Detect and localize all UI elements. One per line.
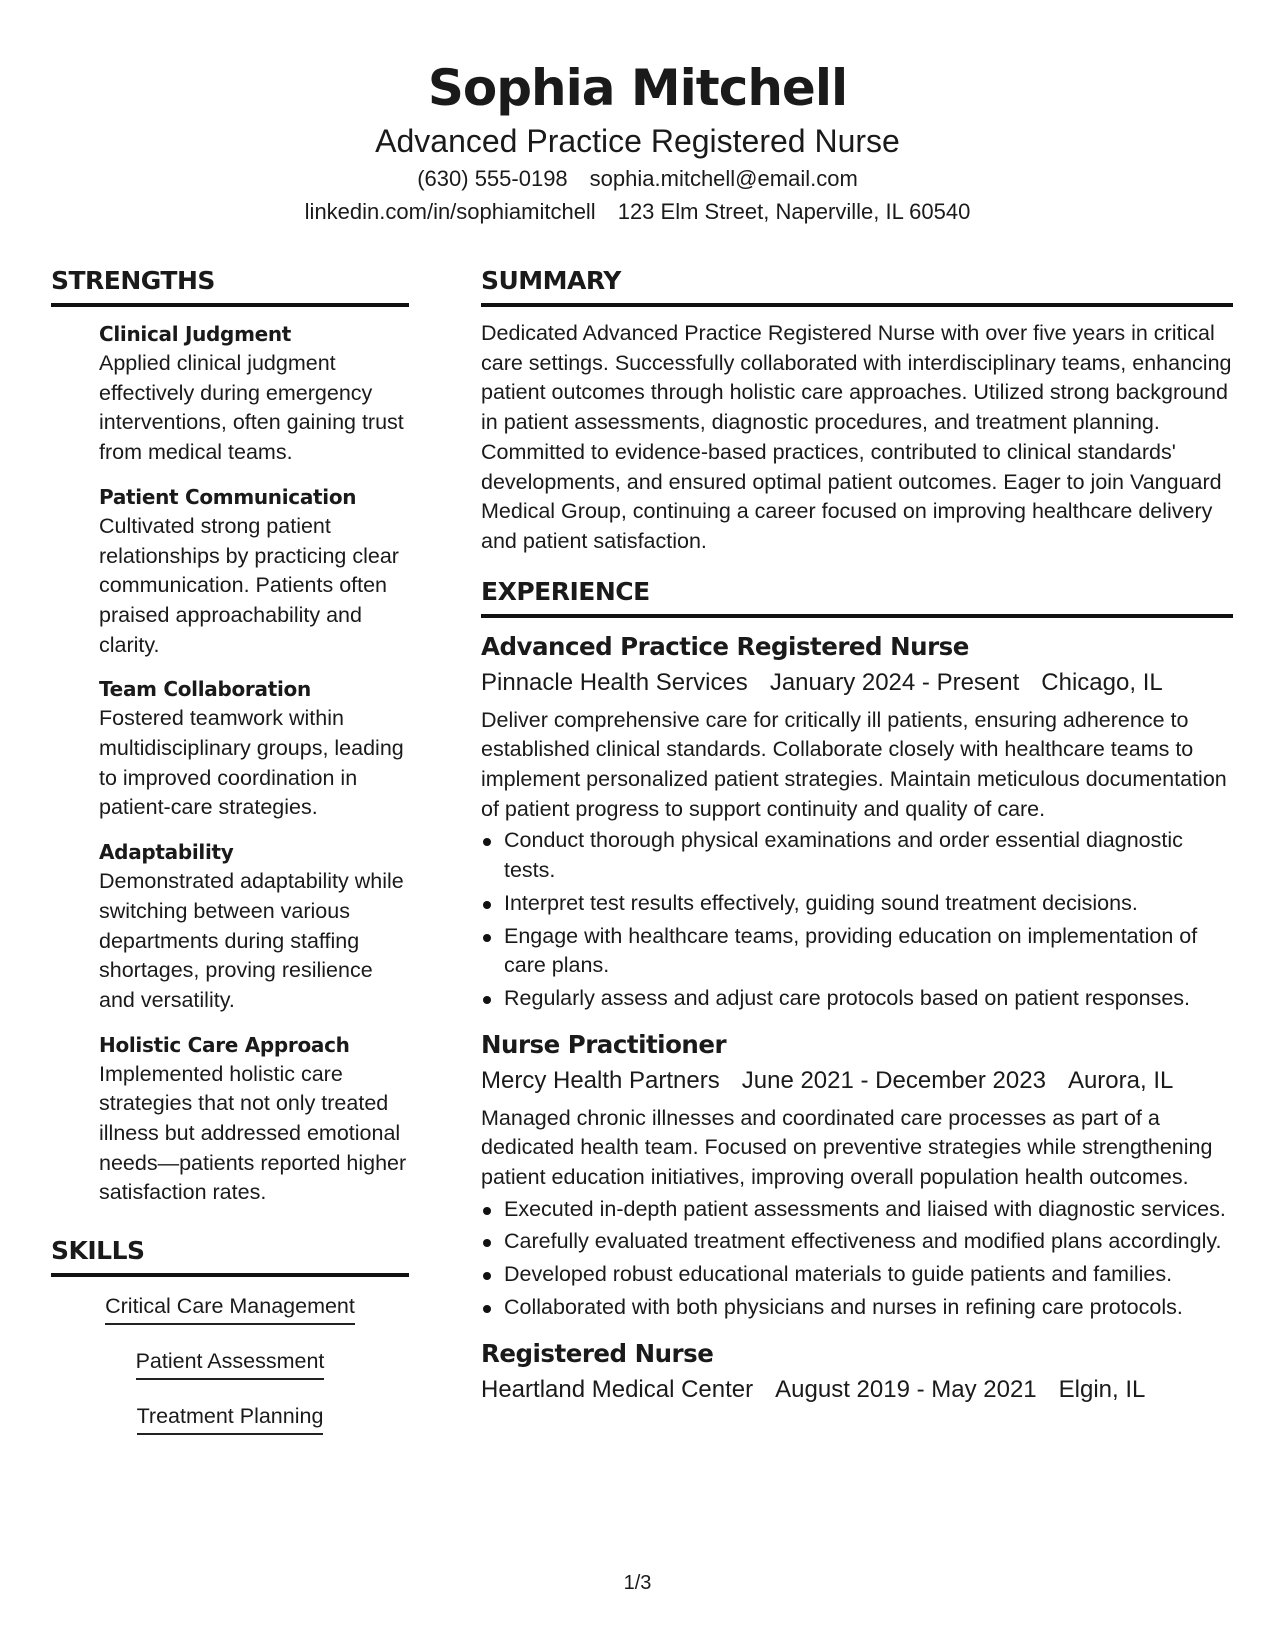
job-bullet: Carefully evaluated treatment effectiveness and modified plans accordingly.	[481, 1227, 1233, 1257]
phone-number: (630) 555-0198	[417, 166, 568, 191]
job-location: Elgin, IL	[1058, 1375, 1146, 1403]
strength-item	[99, 482, 409, 661]
job-bullets	[481, 1195, 1233, 1323]
page-number: 1/3	[623, 1572, 652, 1594]
job-company: Mercy Health Partners	[481, 1066, 720, 1094]
email-address: sophia.mitchell@email.com	[589, 166, 858, 191]
strength-item	[99, 1030, 409, 1209]
skills-list	[51, 1289, 409, 1454]
skill-label: Critical Care Management	[105, 1289, 355, 1325]
job-bullet: Engage with healthcare teams, providing education on implementation of care plans.	[481, 922, 1233, 981]
job-entry	[481, 1028, 1233, 1323]
job-meta	[481, 1062, 1233, 1100]
job-meta	[481, 664, 1233, 702]
job-bullet: Interpret test results effectively, guiding sound treatment decisions.	[481, 889, 1233, 919]
contact-line-2	[0, 195, 1275, 228]
skill-item	[51, 1399, 409, 1454]
strength-name: Holistic Care Approach	[99, 1032, 350, 1057]
strength-name: Patient Communication	[99, 484, 357, 509]
job-entry	[481, 630, 1233, 1014]
experience-heading: EXPERIENCE	[481, 575, 1233, 618]
summary-heading: SUMMARY	[481, 264, 1233, 307]
left-column	[51, 264, 409, 1454]
skill-item	[51, 1289, 409, 1344]
job-bullet: Collaborated with both physicians and nurses in refining care protocols.	[481, 1293, 1233, 1323]
candidate-title: Advanced Practice Registered Nurse	[375, 123, 900, 159]
job-description: Deliver comprehensive care for critically ill patients, ensuring adherence to established clinical standards. Collaborate closely with healthcare teams to implement personalized patient strategies. Maintain meticulous documentation of patient progress to support continuity and quality of care.	[481, 707, 1227, 821]
job-meta	[481, 1371, 1233, 1409]
skills-heading: SKILLS	[51, 1234, 409, 1277]
strength-description: Implemented holistic care strategies that not only treated illness but addressed emotional needs—patients reported higher satisfaction rates.	[99, 1061, 407, 1205]
job-bullet: Conduct thorough physical examinations and order essential diagnostic tests.	[481, 826, 1233, 885]
strength-name: Clinical Judgment	[99, 322, 292, 346]
linkedin-url: linkedin.com/in/sophiamitchell	[304, 199, 596, 224]
job-company: Heartland Medical Center	[481, 1375, 754, 1403]
strengths-list	[51, 319, 409, 1208]
job-title: Advanced Practice Registered Nurse	[481, 631, 969, 661]
summary-text: Dedicated Advanced Practice Registered Nurse with over five years in critical care settings. Successfully collaborated with interdisciplinary teams, enhancing patient outcomes through holistic care approaches. Utilized strong background in patient assessments, diagnostic procedures, and treatment planning. Committed to evidence-based practices, contributed to clinical standards' developments, and ensured optimal patient outcomes. Eager to join Vanguard Medical Group, continuing a career focused on improving healthcare delivery and patient satisfaction.	[481, 321, 1232, 553]
strength-name: Adaptability	[99, 840, 234, 865]
skill-item	[51, 1344, 409, 1399]
job-bullet: Regularly assess and adjust care protocols based on patient responses.	[481, 984, 1233, 1014]
strength-item	[99, 837, 409, 1016]
job-entry	[481, 1337, 1233, 1409]
strength-item	[99, 674, 409, 823]
resume-header	[0, 56, 1275, 228]
strength-description: Fostered teamwork within multidisciplinary groups, leading to improved coordination in patient-care strategies.	[99, 706, 404, 820]
job-title: Nurse Practitioner	[481, 1029, 727, 1059]
job-location: Aurora, IL	[1067, 1066, 1174, 1094]
strength-item	[99, 319, 409, 468]
strengths-heading: STRENGTHS	[51, 264, 409, 307]
strength-description: Cultivated strong patient relationships by practicing clear communication. Patients often praised approachability and clarity.	[99, 513, 399, 657]
job-location: Chicago, IL	[1041, 668, 1163, 696]
job-dates: June 2021 - December 2023	[741, 1066, 1046, 1094]
strength-description: Demonstrated adaptability while switching between various departments during staffing shortages, proving resilience and versatility.	[99, 869, 404, 1012]
job-company: Pinnacle Health Services	[481, 668, 748, 696]
job-bullet: Developed robust educational materials to guide patients and families.	[481, 1260, 1233, 1290]
skill-label: Patient Assessment	[136, 1344, 325, 1380]
street-address: 123 Elm Street, Naperville, IL 60540	[617, 199, 971, 224]
right-column	[481, 264, 1233, 1413]
candidate-name: Sophia Mitchell	[427, 59, 848, 117]
job-description: Managed chronic illnesses and coordinated care processes as part of a dedicated health team. Focused on preventive strategies while strengthening patient education initiatives, improving overall population health outcomes.	[481, 1105, 1213, 1190]
strength-name: Team Collaboration	[99, 677, 311, 702]
contact-line-1	[0, 162, 1275, 195]
strength-description: Applied clinical judgment effectively during emergency interventions, often gaining trust from medical teams.	[99, 351, 404, 465]
job-title: Registered Nurse	[481, 1338, 714, 1368]
job-bullets	[481, 826, 1233, 1013]
job-dates: August 2019 - May 2021	[775, 1375, 1037, 1403]
skill-label: Treatment Planning	[137, 1399, 324, 1435]
job-bullet: Executed in-depth patient assessments and liaised with diagnostic services.	[481, 1195, 1233, 1225]
job-dates: January 2024 - Present	[769, 668, 1020, 696]
